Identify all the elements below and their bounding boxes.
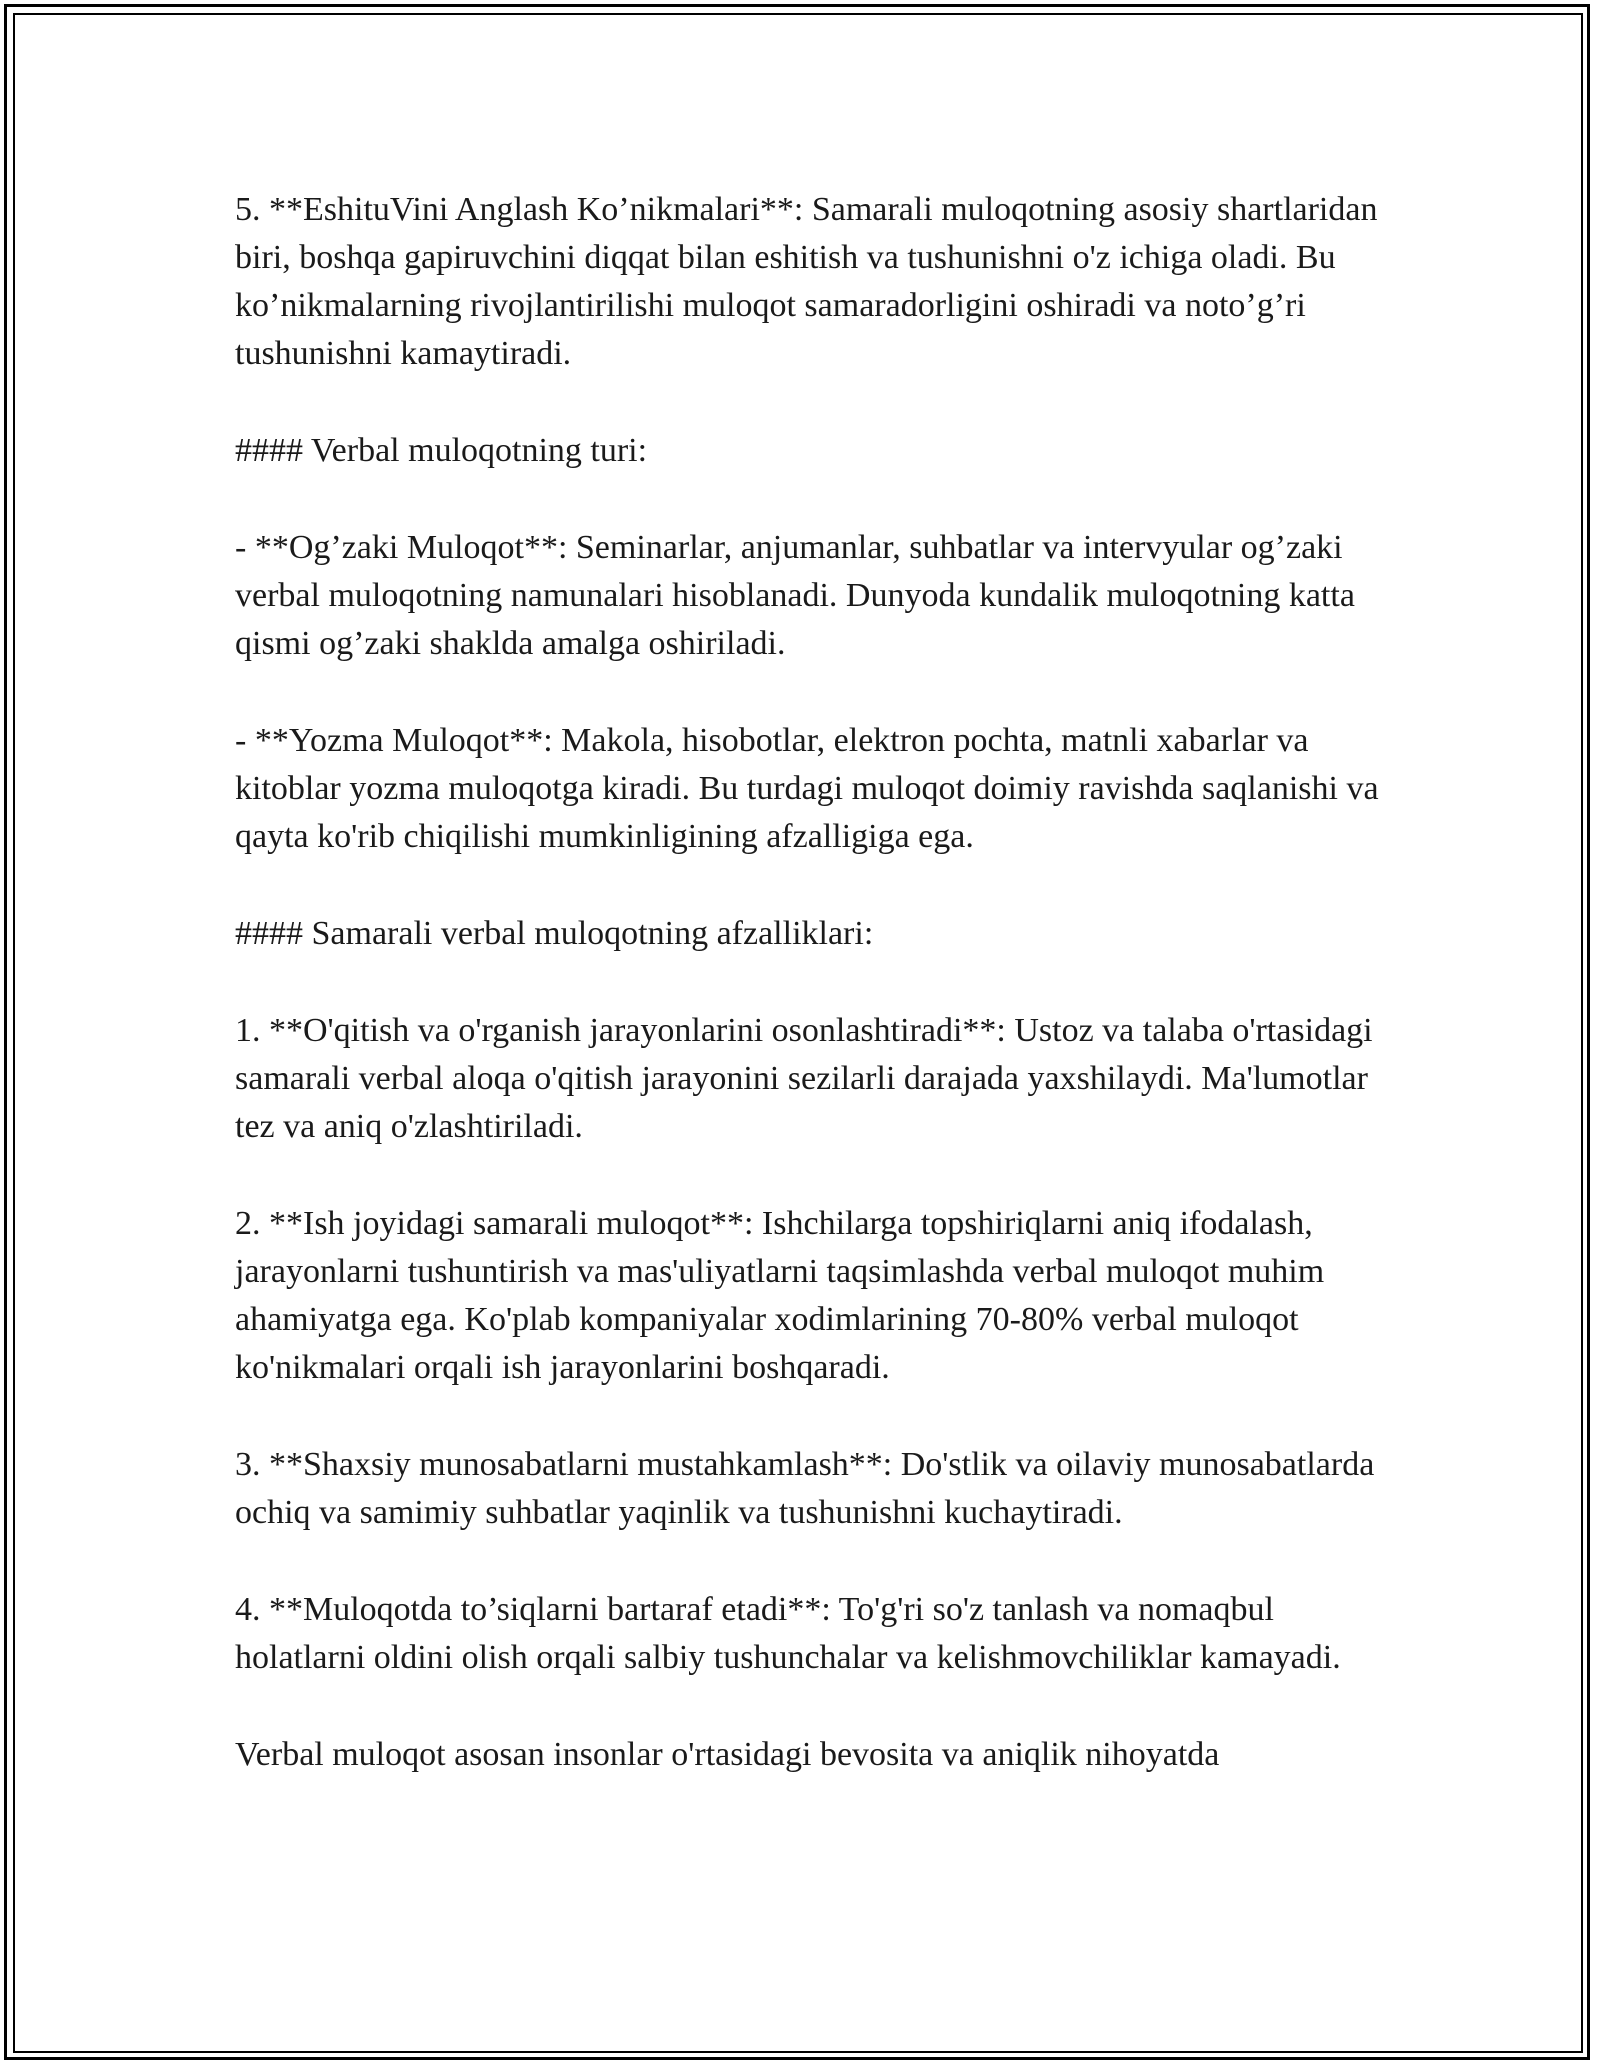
heading-verbal-types: #### Verbal muloqotning turi:: [235, 432, 648, 469]
paragraph-personal-relations: 3. **Shaxsiy munosabatlarni mustahkamlash**: Do'stlik va oilaviy munosabatlarda ochiq va samimiy suhbatlar yaqinlik va tushunishni kuchaytiradi.: [235, 1446, 1375, 1531]
paragraph-teaching-learning: 1. **O'qitish va o'rganish jarayonlarini osonlashtiradi**: Ustoz va talaba o'rtasidagi samarali verbal aloqa o'qitish jarayonini sezilarli darajada yaxshilaydi. Ma'lumotlar tez va aniq o'zlashtiriladi.: [235, 1012, 1373, 1145]
paragraph-closing: Verbal muloqot asosan insonlar o'rtasidagi bevosita va aniqlik nihoyatda: [235, 1736, 1220, 1773]
document-body: [235, 186, 1385, 1779]
paragraph-written-communication: - **Yozma Muloqot**: Makola, hisobotlar, elektron pochta, matnli xabarlar va kitoblar yozma muloqotga kiradi. Bu turdagi muloqot doimiy ravishda saqlanishi va qayta ko'rib chiqilishi mumkinligining afzalligiga ega.: [235, 722, 1379, 855]
paragraph-workplace: 2. **Ish joyidagi samarali muloqot**: Ishchilarga topshiriqlarni aniq ifodalash, jarayonlarni tushuntirish va mas'uliyatlarni taqsimlashda verbal muloqot muhim ahamiyatga ega. Ko'plab kompaniyalar xodimlarining 70-80% verbal muloqot ko'nikmalari orqali ish jarayonlarini boshqaradi.: [235, 1205, 1325, 1386]
paragraph-listening-skills: 5. **EshituVini Anglash Ko’nikmalari**: Samarali muloqotning asosiy shartlaridan biri, boshqa gapiruvchini diqqat bilan eshitish va tushunishni o'z ichiga oladi. Bu ko’nikmalarning rivojlantirilishi muloqot samaradorligini oshiradi va noto’g’ri tushunishni kamaytiradi.: [235, 191, 1378, 372]
paragraph-barriers: 4. **Muloqotda to’siqlarni bartaraf etadi**: To'g'ri so'z tanlash va nomaqbul holatlarni oldini olish orqali salbiy tushunchalar va kelishmovchiliklar kamayadi.: [235, 1591, 1341, 1676]
heading-advantages: #### Samarali verbal muloqotning afzalliklari:: [235, 915, 874, 952]
paragraph-oral-communication: - **Og’zaki Muloqot**: Seminarlar, anjumanlar, suhbatlar va intervyular og’zaki verbal muloqotning namunalari hisoblanadi. Dunyoda kundalik muloqotning katta qismi og’zaki shakldа amalga oshiriladi.: [235, 529, 1355, 662]
